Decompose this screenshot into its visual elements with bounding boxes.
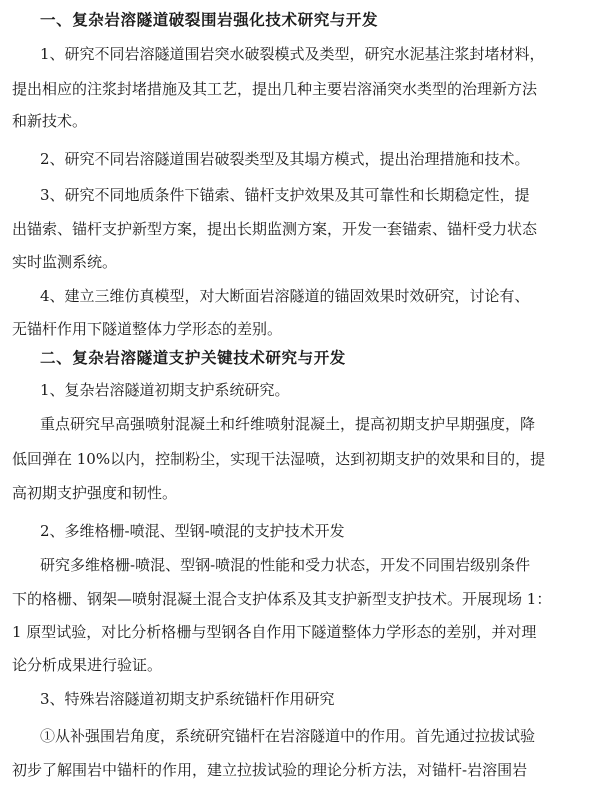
s2-p4-line-2: 下的格栅、钢架—喷射混凝土混合支护体系及其支护新型支护技术。开展现场 1： [12,590,552,608]
s2-p2-line-2: 低回弹在 10%以内，控制粉尘，实现干法湿喷，达到初期支护的效果和目的，提 [12,450,546,468]
s2-p2-line-3: 高初期支护强度和韧性。 [12,484,178,502]
section-2-heading: 二、复杂岩溶隧道支护关键技术研究与开发 [40,349,346,367]
s1-p2-line-1: 2、研究不同岩溶隧道围岩破裂类型及其塌方模式，提出治理措施和技术。 [40,150,530,168]
s2-p4-line-1: 研究多维格栅-喷混、型钢-喷混的性能和受力状态，开发不同围岩级别条件 [40,556,531,574]
s2-p2-line-1: 重点研究早高强喷射混凝土和纤维喷射混凝土，提高初期支护早期强度，降 [40,415,536,433]
s1-p1-line-1: 1、研究不同岩溶隧道围岩突水破裂模式及类型，研究水泥基注浆封堵材料， [40,45,545,63]
s2-p3-line-1: 2、多维格栅-喷混、型钢-喷混的支护技术开发 [40,522,345,540]
s2-p6-line-2: 初步了解围岩中锚杆的作用，建立拉拔试验的理论分析方法，对锚杆-岩溶围岩 [12,761,528,779]
s2-p5-line-1: 3、特殊岩溶隧道初期支护系统锚杆作用研究 [40,690,335,708]
s2-p6-line-1: ①从补强围岩角度，系统研究锚杆在岩溶隧道中的作用。首先通过拉拔试验 [40,727,536,745]
s1-p3-line-2: 出锚索、锚杆支护新型方案，提出长期监测方案，开发一套锚索、锚杆受力状态 [12,220,538,238]
s1-p3-line-3: 实时监测系统。 [12,253,118,271]
section-1-heading: 一、复杂岩溶隧道破裂围岩强化技术研究与开发 [40,11,379,29]
s1-p4-line-2: 无锚杆作用下隧道整体力学形态的差别。 [12,320,283,338]
s2-p1-line-1: 1、复杂岩溶隧道初期支护系统研究。 [40,381,290,399]
s2-p4-line-3: 1 原型试验，对比分析格栅与型钢各自作用下隧道整体力学形态的差别，并对理 [12,623,537,641]
s1-p3-line-1: 3、研究不同地质条件下锚索、锚杆支护效果及其可靠性和长期稳定性，提 [40,186,530,204]
s2-p4-line-4: 论分析成果进行验证。 [12,656,163,674]
s1-p1-line-3: 和新技术。 [12,112,88,130]
s1-p1-line-2: 提出相应的注浆封堵措施及其工艺，提出几种主要岩溶涌突水类型的治理新方法 [12,80,538,98]
s1-p4-line-1: 4、建立三维仿真模型，对大断面岩溶隧道的锚固效果时效研究，讨论有、 [40,287,530,305]
